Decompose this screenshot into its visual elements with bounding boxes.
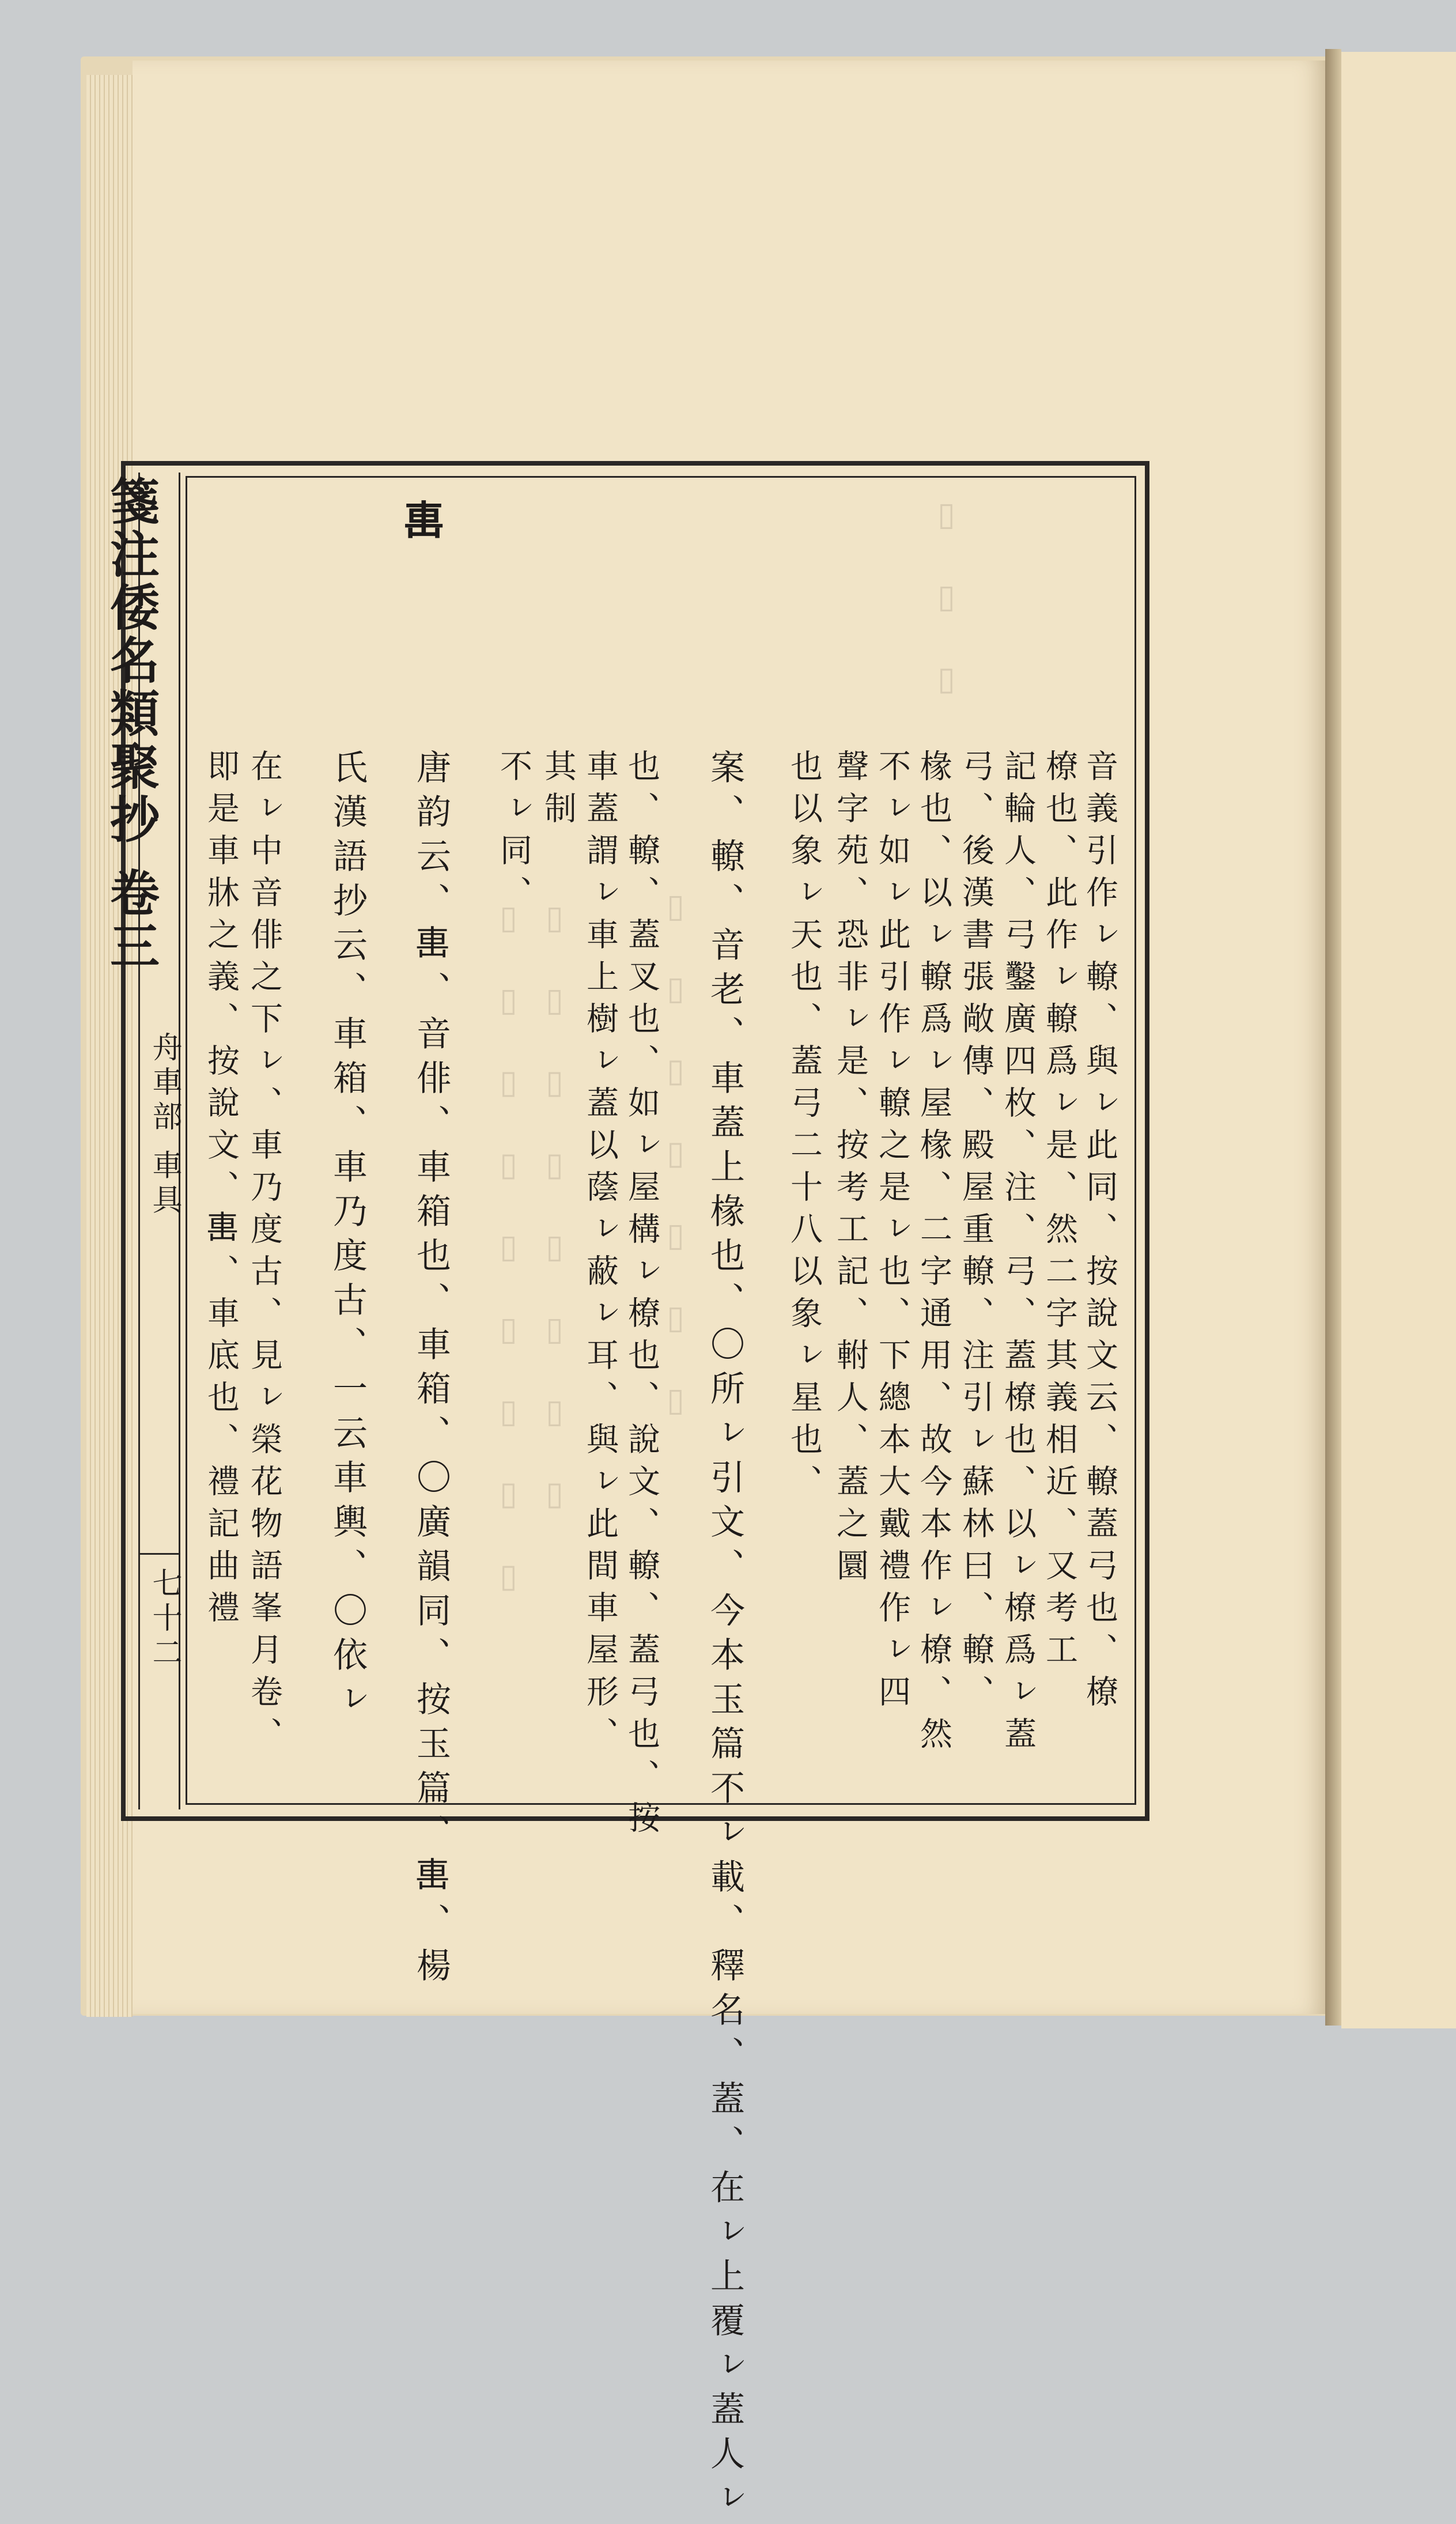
text-column: 也以象ㇾ天也、蓋弓二十八以象ㇾ星也、 bbox=[785, 749, 823, 1506]
text-column: 弓、後漢書張敞傳、殿屋重轑、注引ㇾ蘇林曰、轑、 bbox=[957, 749, 994, 1717]
text-column: 音義引作ㇾ轑、與ㇾ此同、按說文云、轑蓋弓也、橑 bbox=[1081, 749, 1118, 1717]
text-column: 也、轑、蓋叉也、如ㇾ屋構ㇾ橑也、說文、轑、蓋弓也、按 bbox=[623, 749, 660, 1843]
text-column: 案、轑、音老、車蓋上椽也、〇所ㇾ引文、今本玉篇不ㇾ載、釋名、蓋、在ㇾ上覆ㇾ蓋人ㇾ bbox=[705, 749, 745, 2524]
book-title: 箋注倭名類聚抄 卷三 bbox=[101, 475, 160, 973]
bleed-through: ▯ ▯ ▯ bbox=[928, 496, 965, 715]
text-column: 橑也、此作ㇾ轑爲ㇾ是、然二字其義相近、又考工 bbox=[1041, 749, 1078, 1675]
text-column: 在ㇾ中音俳之下ㇾ、車乃度古、見ㇾ榮花物語峯月卷、 bbox=[245, 749, 283, 1759]
text-column: 即是車牀之義、按說文、𨊥、車底也、禮記曲禮 bbox=[202, 749, 240, 1633]
text-column: 車蓋謂ㇾ車上樹ㇾ蓋以蔭ㇾ蔽ㇾ耳、與ㇾ此間車屋形、 bbox=[581, 749, 619, 1759]
bleed-through: ▯ ▯ ▯ ▯ ▯ ▯ ▯ bbox=[657, 887, 694, 1436]
text-column: 不ㇾ同、 bbox=[495, 749, 532, 917]
text-column: 其制 bbox=[539, 749, 577, 833]
text-column: 椽也、以ㇾ轑爲ㇾ屋椽、二字通用、故今本作ㇾ橑、然 bbox=[915, 749, 952, 1759]
entry-heading: 𨊥 bbox=[399, 501, 447, 553]
next-page bbox=[1341, 52, 1456, 2028]
book-gutter bbox=[1325, 49, 1341, 2026]
section-label: 舟車部 車具 bbox=[147, 1031, 181, 1219]
text-column: 記輪人、弓鑿廣四枚、注、弓、蓋橑也、以ㇾ橑爲ㇾ蓋 bbox=[999, 749, 1037, 1759]
text-column: 聲字苑、恐非ㇾ是、按考工記、軵人、蓋之圜 bbox=[831, 749, 869, 1590]
text-column: 不ㇾ如ㇾ此引作ㇾ轑之是ㇾ也、下總本大戴禮作ㇾ四 bbox=[873, 749, 911, 1717]
page-number-rule bbox=[138, 1553, 180, 1555]
page-number: 七十二 bbox=[147, 1567, 181, 1671]
text-column: 唐韵云、𨊥、音俳、車箱也、車箱、〇廣韻同、按玉篇、𨊥、楊 bbox=[411, 749, 451, 1992]
text-column: 氏漢語抄云、車箱、車乃度古、一云車輿、〇依ㇾ bbox=[327, 749, 368, 1725]
bleed-through: ▯ ▯ ▯ ▯ ▯ ▯ ▯ ▯ bbox=[536, 899, 573, 1530]
bleed-through: ▯ ▯ ▯ ▯ ▯ ▯ ▯ ▯ ▯ bbox=[490, 899, 527, 1612]
